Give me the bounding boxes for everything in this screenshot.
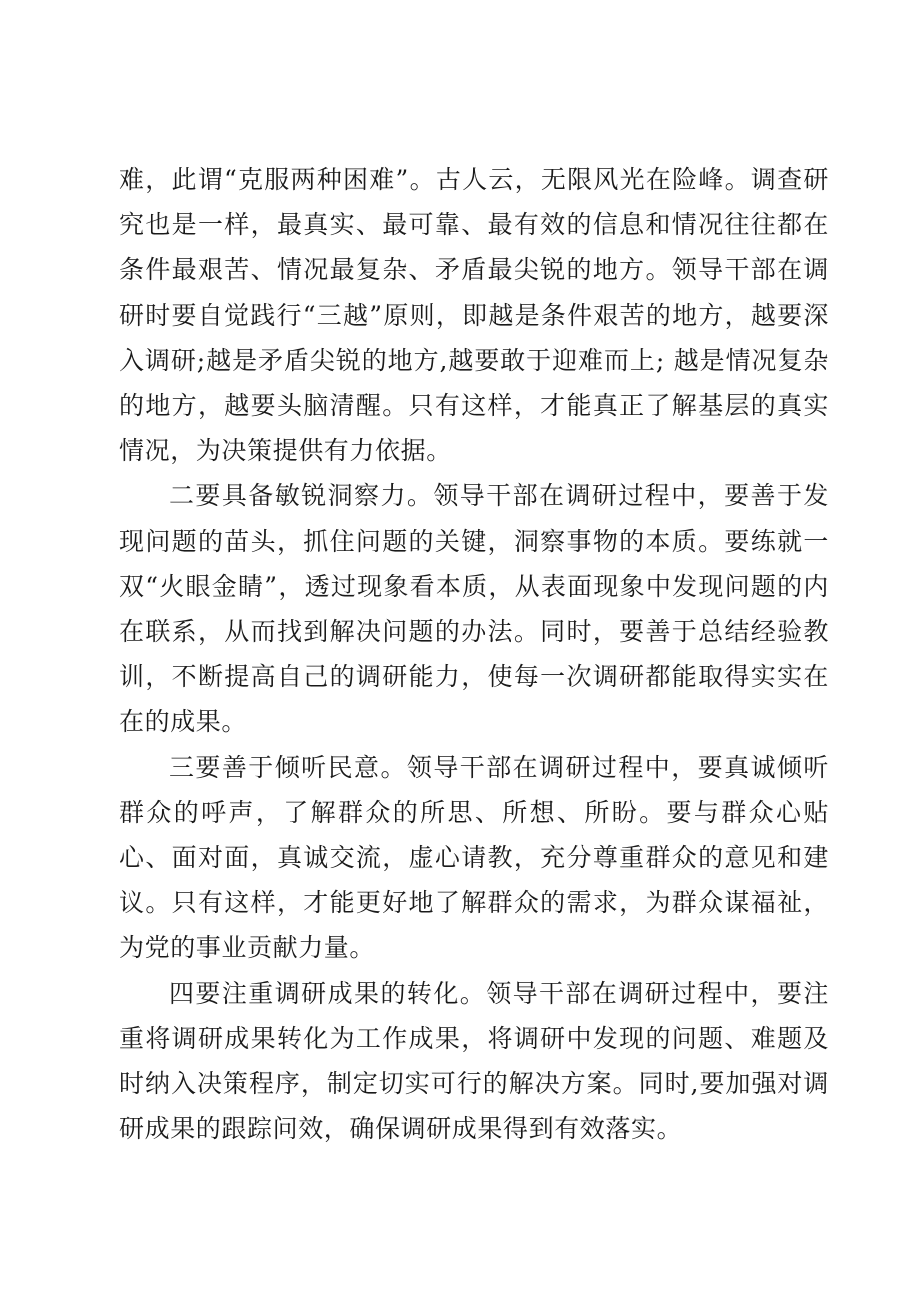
- paragraph-continued: 难，此谓“克服两种困难”。古人云，无限风光在险峰。调查研究也是一样，最真实、最可靠、最有效的信息和情况往往都在条件最艰苦、情况最复杂、矛盾最尖锐的地方。领导干部在调研时要自觉践行“三越”原则，即越是条件艰苦的地方，越要深入调研;越是矛盾尖锐的地方,越要敢于迎难而上; 越是情况复杂的地方，越要头脑清醒。只有这样，才能真正了解基层的真实情况，为决策提供有力依据。: [119, 165, 829, 466]
- document-body: [119, 157, 829, 1151]
- paragraph-point-two: 二要具备敏锐洞察力。领导干部在调研过程中，要善于发现问题的苗头，抓住问题的关键，洞察事物的本质。要练就一双“火眼金睛”，透过现象看本质，从表面现象中发现问题的内在联系，从而找到解决问题的办法。同时，要善于总结经验教训，不断提高自己的调研能力，使每一次调研都能取得实实在在的成果。: [119, 481, 829, 737]
- paragraph-point-four: 四要注重调研成果的转化。领导干部在调研过程中，要注重将调研成果转化为工作成果，将调研中发现的问题、难题及时纳入决策程序，制定切实可行的解决方案。同时,要加强对调研成果的跟踪问效，确保调研成果得到有效落实。: [119, 978, 829, 1144]
- paragraph-point-three: 三要善于倾听民意。领导干部在调研过程中，要真诚倾听群众的呼声，了解群众的所思、所想、所盼。要与群众心贴心、面对面，真诚交流，虚心请教，充分尊重群众的意见和建议。只有这样，才能更好地了解群众的需求，为群众谋福祉，为党的事业贡献力量。: [119, 752, 829, 963]
